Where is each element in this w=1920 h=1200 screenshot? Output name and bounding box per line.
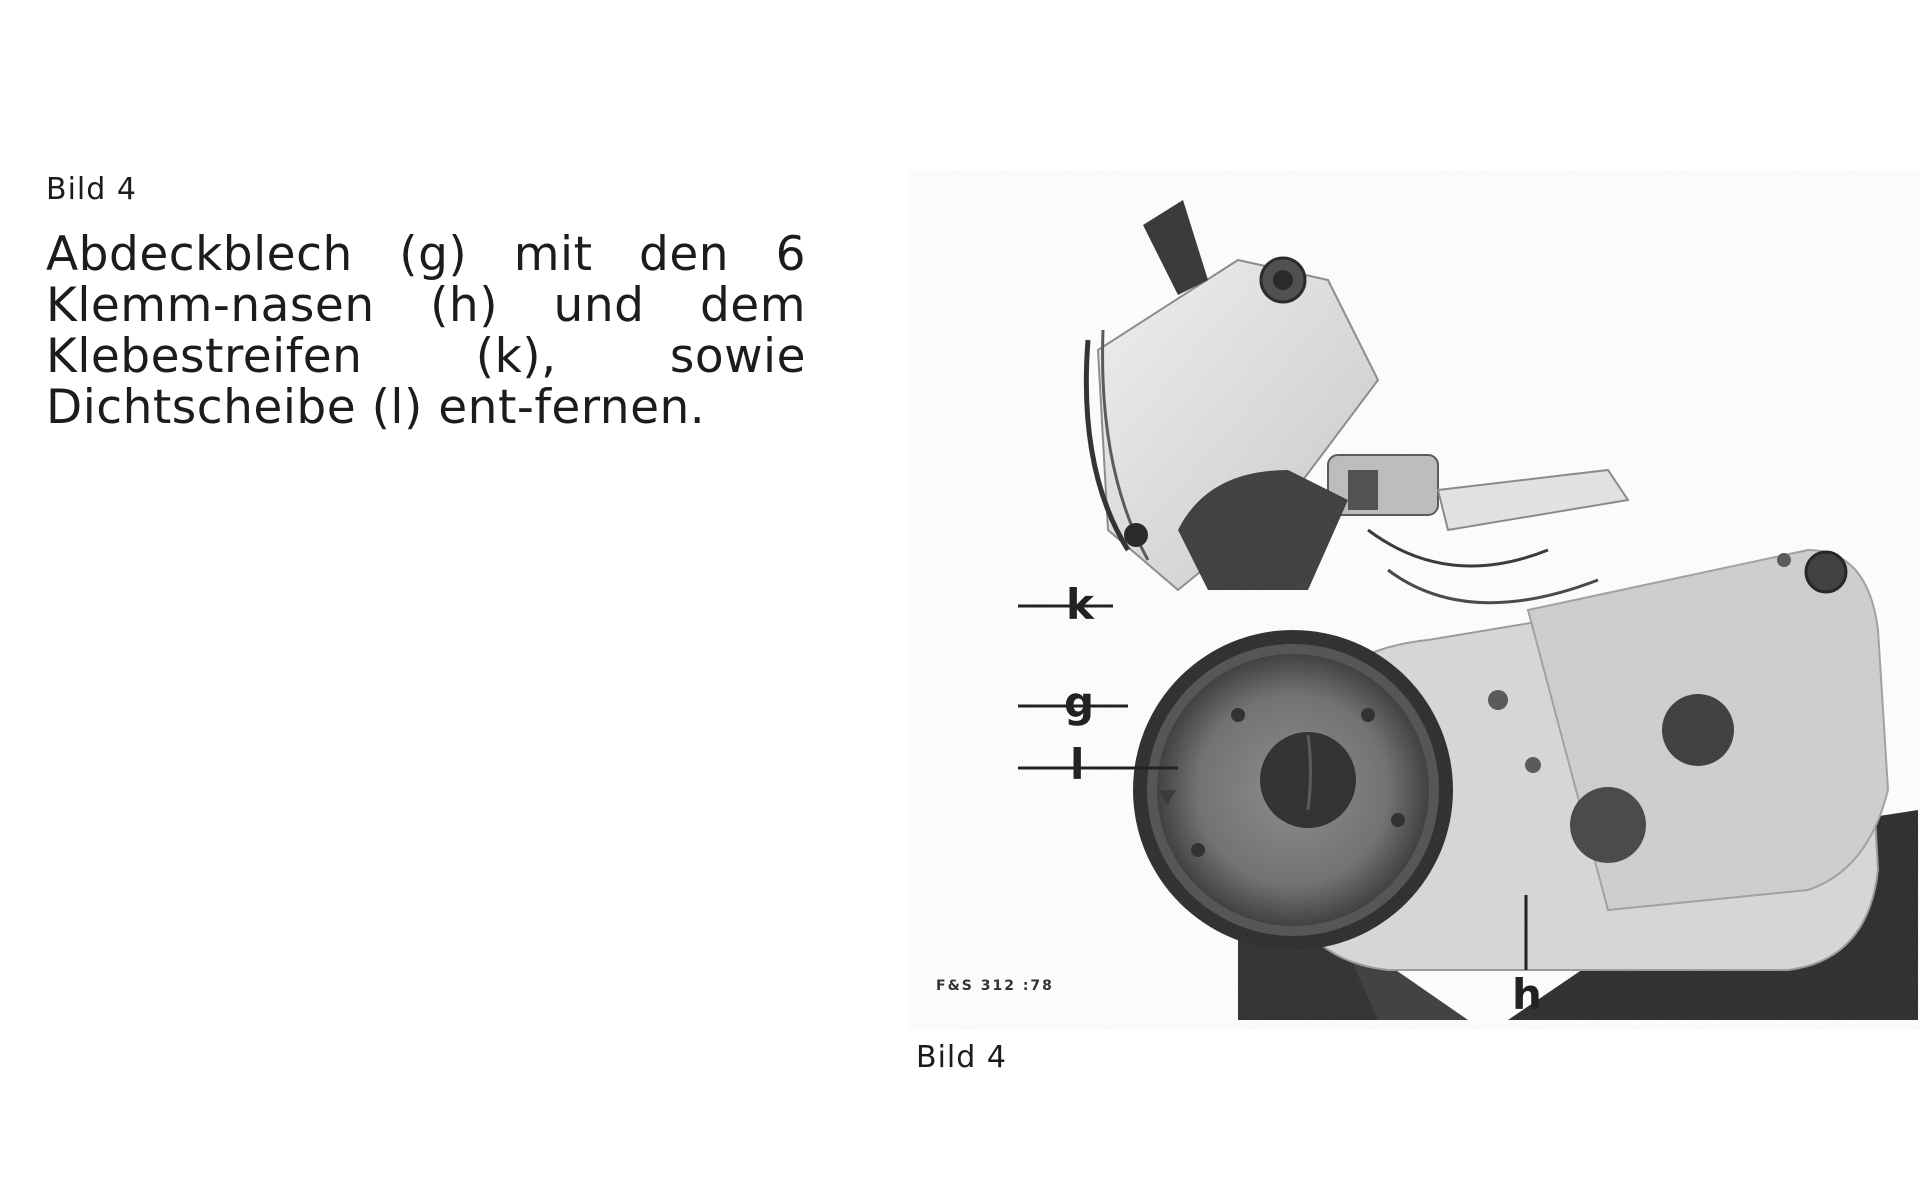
figure-code: F&S 312 :78 — [936, 978, 1054, 994]
figure-reference-label: Bild 4 — [46, 172, 137, 207]
callout-label-g: g — [1064, 678, 1095, 727]
instruction-block — [46, 172, 806, 433]
figure-caption: Bild 4 — [916, 1040, 1007, 1075]
engine-photo — [908, 170, 1920, 1030]
callout-label-h: h — [1512, 970, 1542, 1019]
instruction-text: Abdeckblech (g) mit den 6 Klemm-nasen (h) und dem Klebestreifen (k), sowie Dichtscheibe (l) ent-fernen. — [46, 227, 806, 435]
callout-label-k: k — [1066, 580, 1094, 629]
engine-photo-figure — [908, 170, 1920, 1030]
callout-label-l: l — [1070, 740, 1085, 789]
